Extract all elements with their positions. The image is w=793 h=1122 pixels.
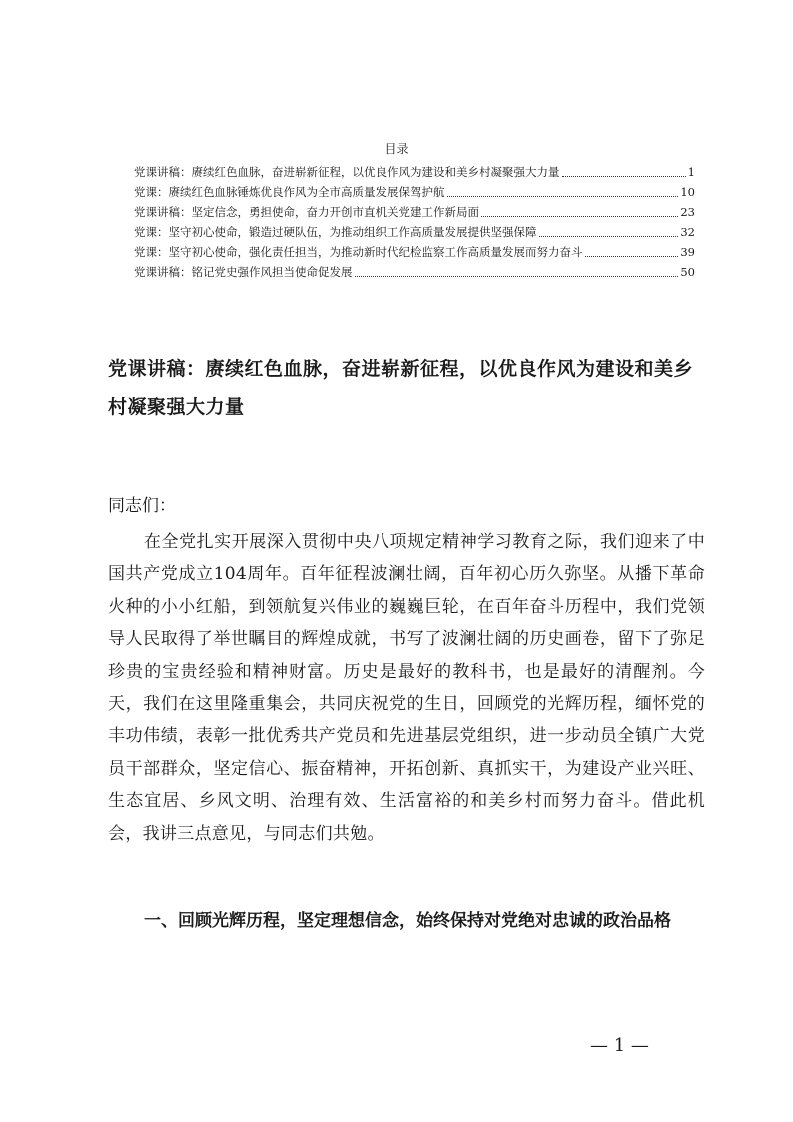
toc-entry-title: 党课讲稿：赓续红色血脉，奋进崭新征程，以优良作风为建设和美乡村凝聚强大力量 [134,165,560,179]
body-paragraph: 在全党扎实开展深入贯彻中央八项规定精神学习教育之际，我们迎来了中国共产党成立104周年。百年征程波澜壮阔，百年初心历久弥坚。从播下革命火种的小小红船，到领航复兴伟业的巍巍巨轮，在百年奋斗历程中，我们党领导人民取得了举世瞩目的辉煌成就，书写了波澜壮阔的历史画卷，留下了弥足珍贵的宝贵经验和精神财富。历史是最好的教科书，也是最好的清醒剂。今天，我们在这里隆重集会，共同庆祝党的生日，回顾党的光辉历程，缅怀党的丰功伟绩，表彰一批优秀共产党员和先进基层党组织，进一步动员全镇广大党员干部群众，坚定信心、振奋精神，开拓创新、真抓实干，为建设产业兴旺、生态宜居、乡风文明、治理有效、生活富裕的和美乡村而努力奋斗。借此机会，我讲三点意见，与同志们共勉。 [108,532,705,844]
toc-entry[interactable] [134,242,695,262]
document-title: 党课讲稿：赓续红色血脉，奋进崭新征程，以优良作风为建设和美乡村凝聚强大力量 [108,358,694,418]
toc-leader-dots [539,236,679,237]
toc-entry[interactable] [134,262,695,282]
toc-entry-title: 党课：赓续红色血脉锤炼优良作风为全市高质量发展保驾护航 [134,185,445,199]
toc-entry[interactable] [134,162,695,182]
toc-entry-title: 党课：坚守初心使命，强化责任担当，为推动新时代纪检监察工作高质量发展而努力奋斗 [134,245,583,259]
toc-leader-dots [481,216,678,217]
toc-entry[interactable] [134,222,695,242]
toc-entry-page: 1 [687,165,695,179]
toc-entry-page: 10 [680,185,695,199]
page-number: — 1 — [590,1035,649,1056]
toc-entry-title: 党课讲稿：铭记党史强作风担当使命促发展 [134,265,353,279]
toc-heading: 目录 [384,142,409,156]
toc-entry-page: 32 [680,225,695,239]
toc-entry-title: 党课讲稿：坚定信念，勇担使命，奋力开创市直机关党建工作新局面 [134,205,479,219]
section-heading: 一、回顾光辉历程，坚定理想信念，始终保持对党绝对忠诚的政治品格 [144,911,671,931]
toc-leader-dots [562,176,686,177]
toc-leader-dots [447,196,679,197]
table-of-contents [134,162,695,282]
toc-entry-page: 23 [680,205,695,219]
toc-entry-page: 50 [680,265,695,279]
salutation: 同志们： [108,496,176,516]
toc-leader-dots [355,276,679,277]
toc-leader-dots [585,256,679,257]
toc-entry-title: 党课：坚守初心使命，锻造过硬队伍，为推动组织工作高质量发展提供坚强保障 [134,225,537,239]
toc-entry[interactable] [134,182,695,202]
toc-entry[interactable] [134,202,695,222]
toc-entry-page: 39 [680,245,695,259]
